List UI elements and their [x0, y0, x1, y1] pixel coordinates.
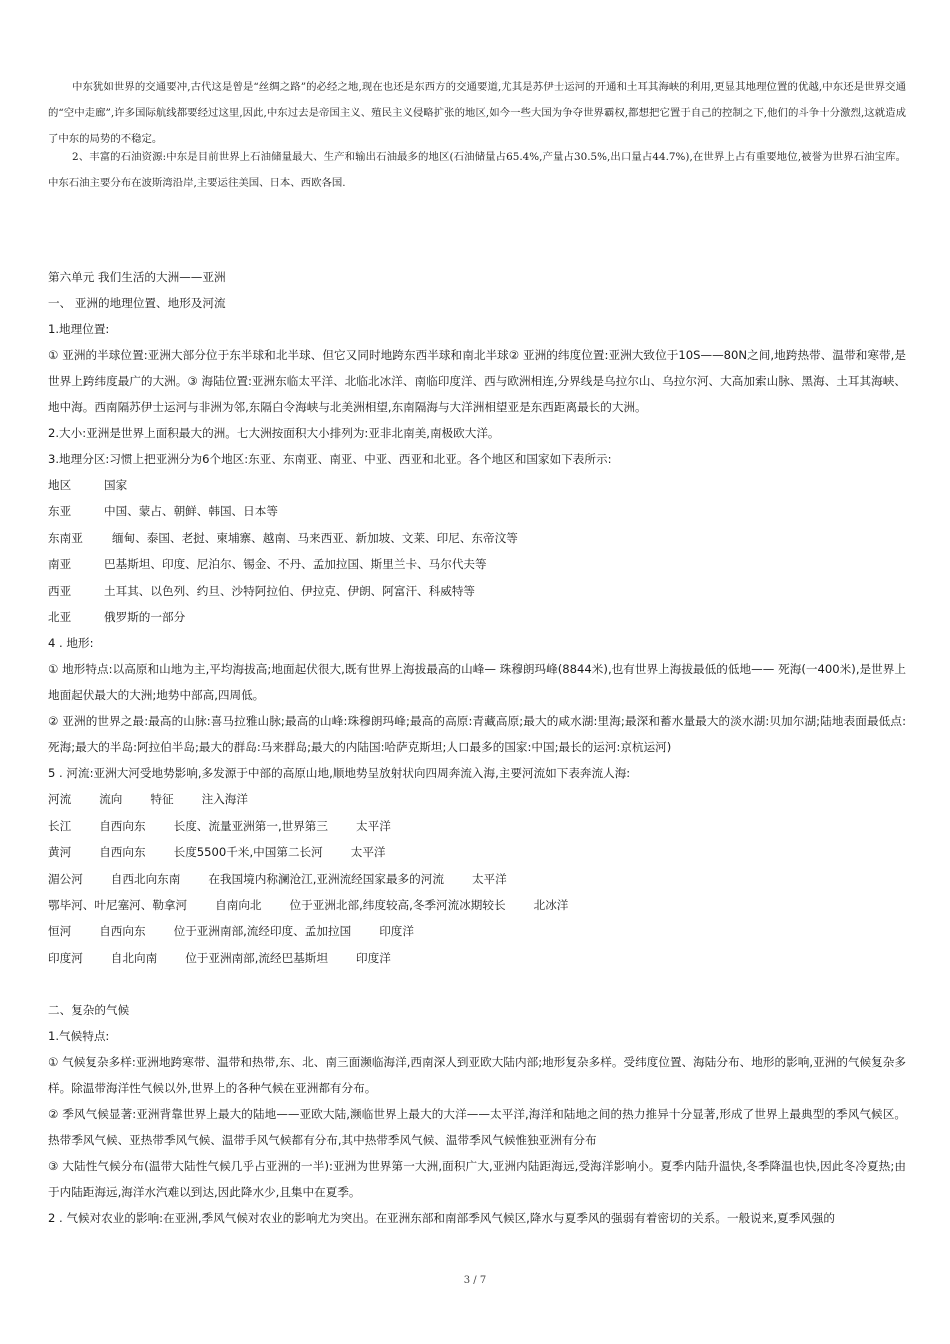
paragraph-terrain-features: ① 地形特点:以高原和山地为主,平均海拔高;地面起伏很大,既有世界上海拔最高的山峰— 珠穆朗玛峰(8844米),也有世界上海拔最低的低地—— 死海(一400米),是世界上地面起伏最大的大洲;地势中部高,四周低。	[48, 662, 906, 703]
table-row: 湄公河 自西北向东南 在我国境内称澜沧江,亚洲流经国家最多的河流 太平洋	[48, 871, 507, 886]
paragraph-location: ① 亚洲的半球位置:亚洲大部分位于东半球和北半球、但它又同时地跨东西半球和南北半球② 亚洲的纬度位置:亚洲大致位于10S——80N之间,地跨热带、温带和寒带,是世界上跨纬度最广的大洲。③ 海陆位置:亚洲东临太平洋、北临北冰洋、南临印度洋、西与欧洲相连,分界线是乌拉尔山、乌拉尔河、大高加索山脉、黑海、土耳其海峡、地中海。西南隔苏伊士运河与非洲为邻,东隔白令海峡与北美洲相望,东南隔海与大洋洲相望亚是东西距离最长的大洲。	[48, 348, 906, 414]
paragraph-regions: 3.地理分区:习惯上把亚洲分为6个地区:东亚、东南亚、南亚、中亚、西亚和北亚。各个地区和国家如下表所示:	[48, 452, 612, 466]
table-row: 东亚 中国、蒙占、朝鲜、韩国、日本等	[48, 504, 278, 519]
subheading-terrain: 4 . 地形:	[48, 636, 94, 651]
table-row: 南亚 巴基斯坦、印度、尼泊尔、锡金、不丹、孟加拉国、斯里兰卡、马尔代夫等	[48, 557, 487, 572]
table-row: 鄂毕河、叶尼塞河、勒拿河 自南向北 位于亚洲北部,纬度较高,冬季河流冰期较长 北冰洋	[48, 897, 569, 912]
top-section-2	[48, 144, 906, 196]
subheading-climate: 1.气候特点:	[48, 1029, 110, 1044]
paragraph-asia-records: ② 亚洲的世界之最:最高的山脉:喜马拉雅山脉;最高的山峰:珠穆朗玛峰;最高的高原:青藏高原;最大的咸水湖:里海;最深和蓄水量最大的淡水湖:贝加尔湖;陆地表面最低点:死海;最大的半岛:阿拉伯半岛;最大的群岛:马来群岛;最大的内陆国:哈萨克斯坦;人口最多的国家:中国;最长的运河:京杭运河)	[48, 714, 906, 755]
unit-title: 第六单元 我们生活的大洲——亚洲	[48, 270, 226, 284]
paragraph-size: 2.大小:亚洲是世界上面积最大的洲。七大洲按面积大小排列为:亚非北南美,南极欧大洋。	[48, 426, 500, 440]
table-row: 东南亚 缅甸、泰国、老挝、柬埔寨、越南、马来西亚、新加坡、文莱、印尼、东帝汶等	[48, 530, 518, 545]
page-number: 3 / 7	[463, 1275, 487, 1286]
table-row: 西亚 土耳其、以色列、约旦、沙特阿拉伯、伊拉克、伊朗、阿富汗、科威特等	[48, 583, 476, 598]
paragraph-continental: ③ 大陆性气候分布(温带大陆性气候几乎占亚洲的一半):亚洲为世界第一大洲,面积广大,亚洲内陆距海远,受海洋影响小。夏季内陆升温快,冬季降温也快,因此冬冷夏热;由于内陆距海远,海洋水汽难以到达,因此降水少,且集中在夏季。	[48, 1159, 906, 1200]
paragraph-oil-resources: 2、丰富的石油资源:中东是目前世界上石油储量最大、生产和输出石油最多的地区(石油储量占65.4%,产量占30.5%,出口量占44.7%),在世界上占有重要地位,被誉为世界石油宝库。中东石油主要分布在波斯湾沿岸,主要运往美国、日本、西欧各国.	[48, 151, 906, 189]
top-section	[48, 74, 906, 152]
paragraph-middle-east-transport: 中东犹如世界的交通要冲,古代这是曾是“丝绸之路”的必经之地,现在也还是东西方的交通要道,尤其是苏伊士运河的开通和土耳其海峡的利用,更显其地理位置的优越,中东还是世界交通的“空中走廊”,许多国际航线都要经过这里,因此,中东过去是帝国主义、殖民主义侵略扩张的地区,如今一些大国为争夺世界霸权,都想把它置于自己的控制之下,他们的斗争十分激烈,这就造成了中东的局势的不稳定。	[48, 81, 906, 145]
unit-six-section	[48, 264, 906, 1231]
section-heading-1: 一、 亚洲的地理位置、地形及河流	[48, 296, 226, 310]
rivers-table	[48, 786, 906, 971]
paragraph-climate-diverse: ① 气候复杂多样:亚洲地跨寒带、温带和热带,东、北、南三面濒临海洋,西南深人到亚欧大陆内部;地形复杂多样。受纬度位置、海陆分布、地形的影响,亚洲的气候复杂多样。除温带海洋性气候以外,世界上的各种气候在亚洲都有分布。	[48, 1055, 906, 1096]
regions-table	[48, 472, 906, 630]
paragraph-rivers: 5 . 河流:亚洲大河受地势影响,多发源于中部的高原山地,顺地势呈放射状向四周奔流入海,主要河流如下表奔流人海:	[48, 766, 631, 781]
table-row: 河流 流向 特征 注入海洋	[48, 792, 248, 807]
table-row: 北亚 俄罗斯的一部分	[48, 609, 186, 624]
table-row: 黄河 自西向东 长度5500千米,中国第二长河 太平洋	[48, 845, 386, 860]
paragraph-monsoon: ② 季风气候显著:亚洲背靠世界上最大的陆地——亚欧大陆,濒临世界上最大的大洋——太平洋,海洋和陆地之间的热力推异十分显著,形成了世界上最典型的季风气候区。热带季风气候、亚热带季风气候、温带手风气候都有分布,其中热带季风气候、温带季风气候惟独亚洲有分布	[48, 1107, 906, 1148]
table-row: 地区 国家	[48, 478, 128, 492]
spacer	[48, 971, 906, 997]
table-row: 恒河 自西向东 位于亚洲南部,流经印度、孟加拉国 印度洋	[48, 924, 414, 939]
table-row: 印度河 自北向南 位于亚洲南部,流经巴基斯坦 印度洋	[48, 950, 391, 965]
subheading-location: 1.地理位置:	[48, 322, 110, 336]
paragraph-agriculture: 2 . 气候对农业的影响:在亚洲,季风气候对农业的影响尤为突出。在亚洲东部和南部季风气候区,降水与夏季风的强弱有着密切的关系。一般说来,夏季风强的	[48, 1211, 835, 1226]
section-heading-2: 二、复杂的气候	[48, 1003, 130, 1018]
table-row: 长江 自西向东 长度、流量亚洲第一,世界第三 太平洋	[48, 818, 391, 833]
